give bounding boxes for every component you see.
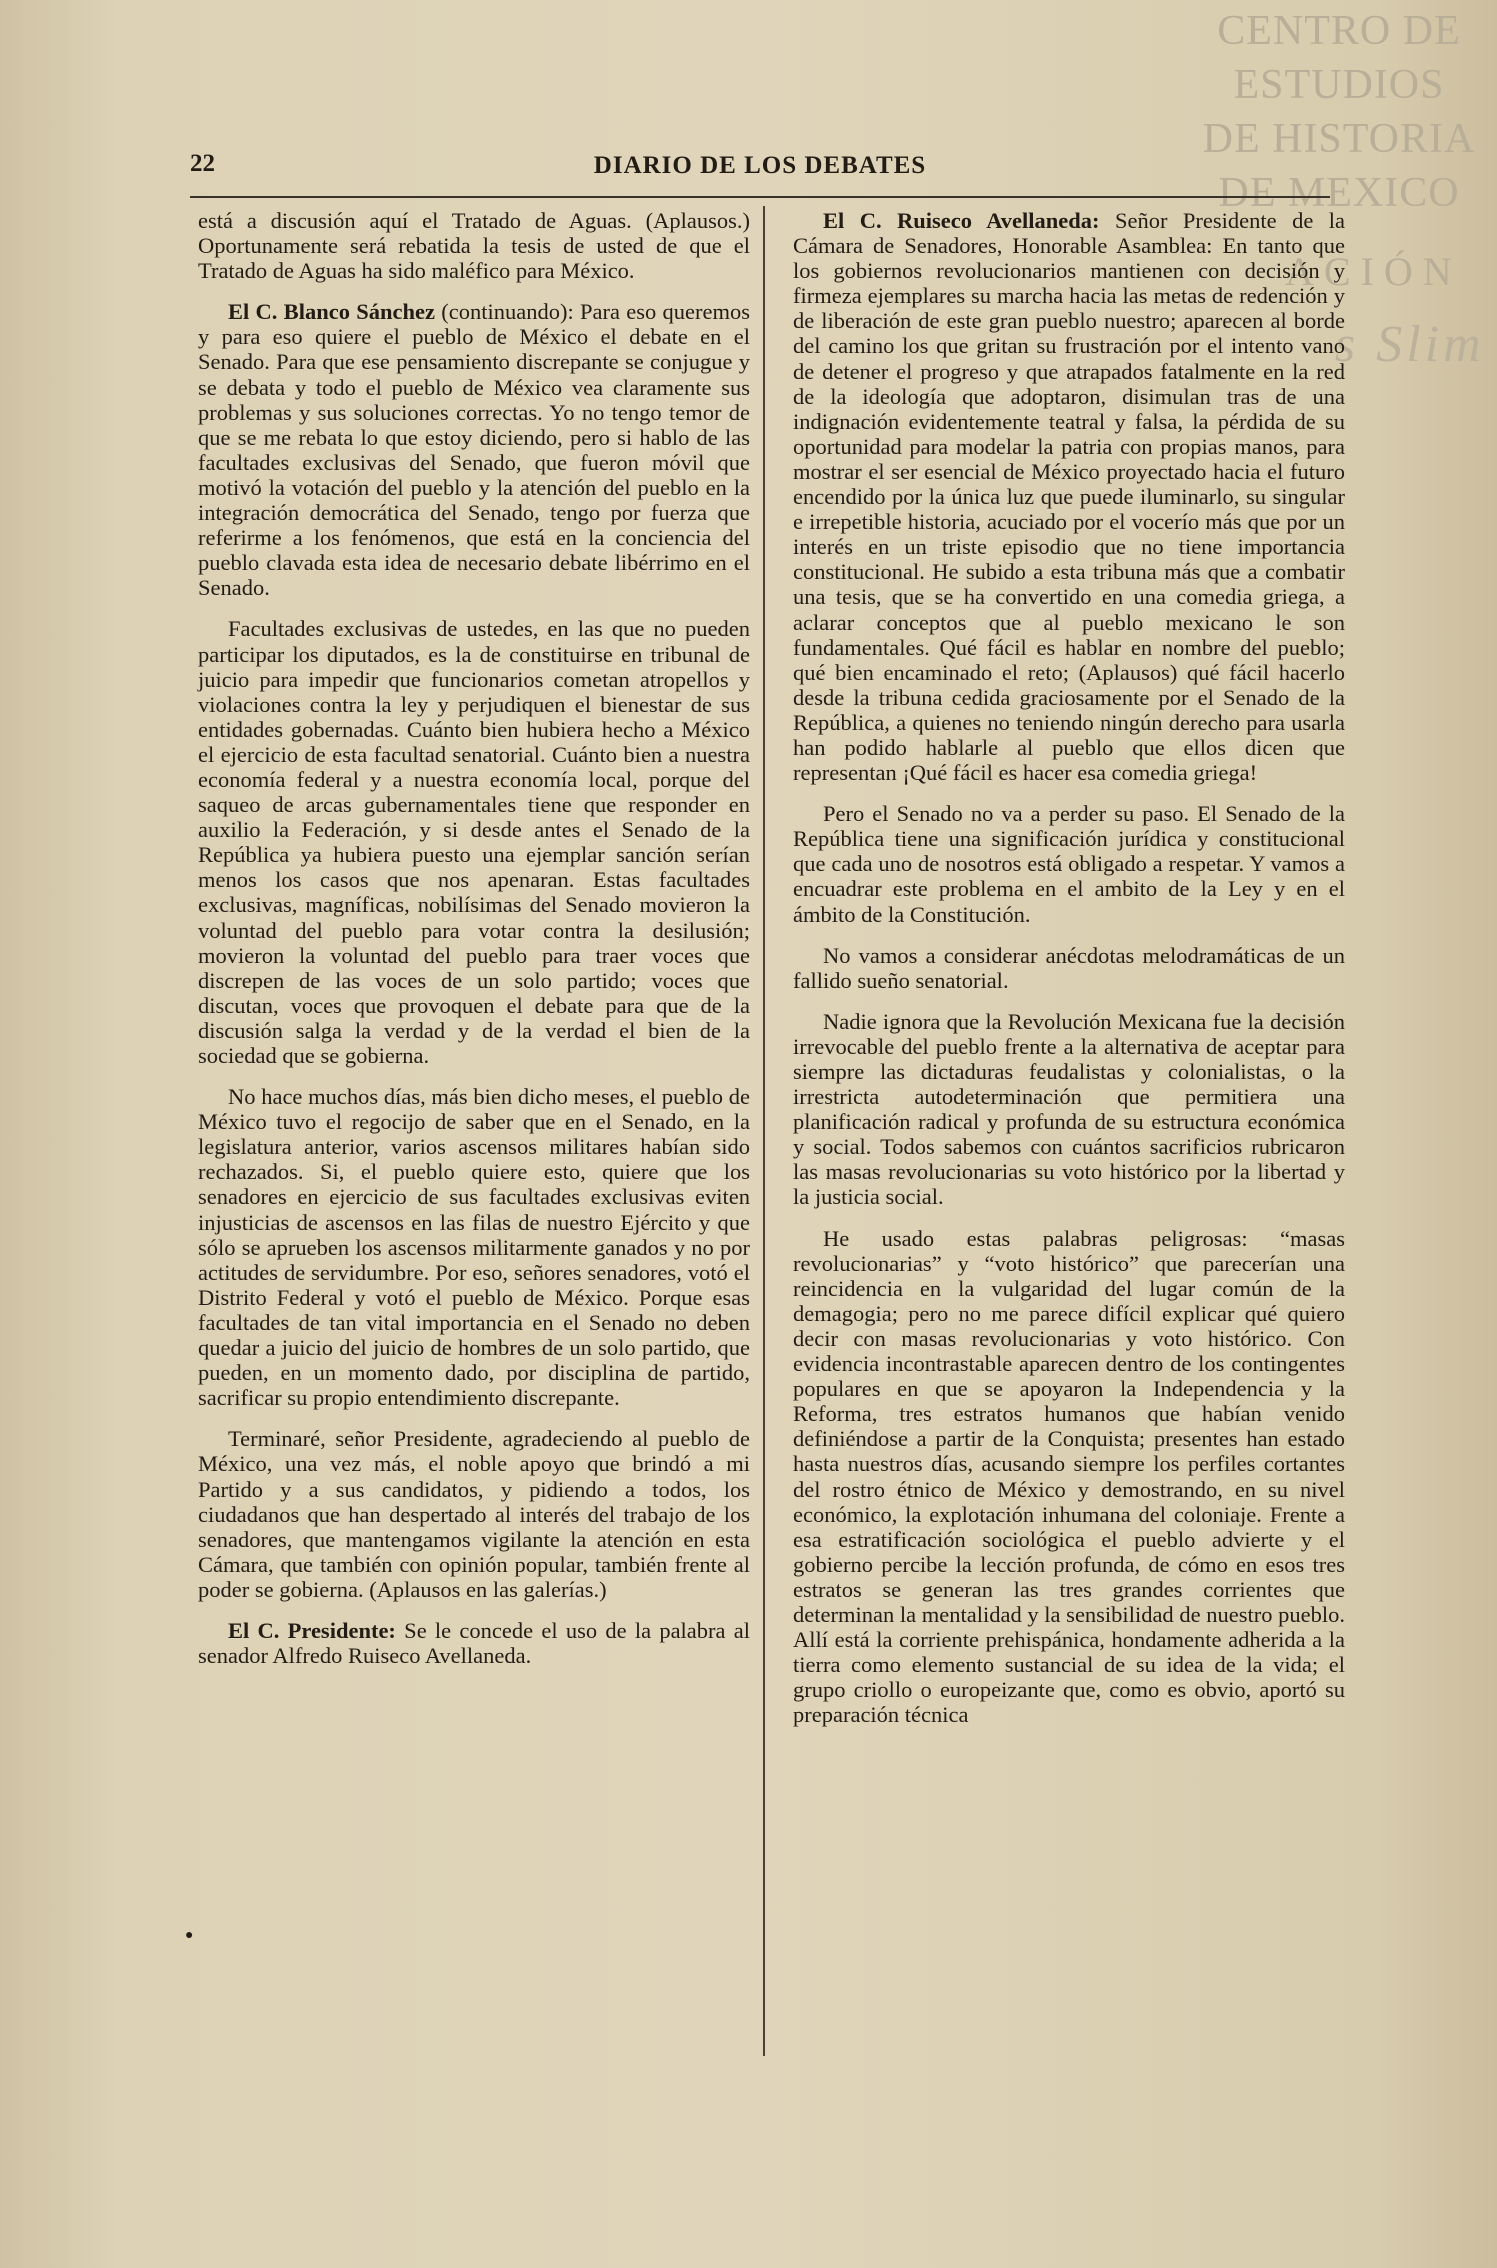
left-column — [198, 208, 750, 1684]
paragraph-text: He usado estas palabras peligrosas: “masas revolucionarias” y “voto histórico” que parecerían una reincidencia en la vulgaridad del lugar común de la demagogia; pero no me parece difícil explicar qué quiero decir con masas revolucionarias y voto histórico. Con evidencia incontrastable aparecen dentro de los contingentes populares en que se apoyaron la Independencia y la Reforma, tres estratos humanos que habían venido definiéndose a partir de la Conquista; presentes han estado hasta nuestros días, acusando siempre los perfiles cortantes del rostro étnico de México y demostrando, en su nivel económico, la explotación inhumana del coloniaje. Frente a esa estratificación sociológica el pueblo advierte y el gobierno percibe la lección profunda, de cómo en esos tres estratos se generan las tres grandes corrientes que determinan la mentalidad y la sensibilidad de nuestro pueblo. Allí está la corriente prehispánica, hondamente adherida a la tierra como elemento sustancial de su idea de la vida; el grupo criollo o europeizante que, como es obvio, aportó su preparación técnica — [793, 1225, 1345, 1728]
watermark-line: DE MEXICO — [1218, 170, 1460, 216]
paragraph — [198, 299, 750, 600]
paragraph — [198, 208, 750, 283]
paragraph-text: Se le concede el uso de la palabra al senador Alfredo Ruiseco Avellaneda. — [198, 1617, 751, 1669]
paragraph-text: No hace muchos días, más bien dicho meses, el pueblo de México tuvo el regocijo de saber que en el Senado, en la legislatura anterior, varios ascensos militares habían sido rechazados. Si, el pueblo quiere esto, quiere que los senadores en ejercicio de sus facultades exclusivas eviten injusticias de ascensos en las filas de nuestro Ejército y que sólo se aprueben los ascensos militarmente ganados y no por actitudes de servidumbre. Por eso, señores senadores, votó el Distrito Federal y votó el pueblo de México. Porque esas facultades de tan vital importancia en el Senado no deben quedar a juicio del juicio de hombres de un solo partido, que pueden, en un momento dado, por disciplina de partido, sacrificar su propio entendimiento discrepante. — [198, 1084, 750, 1411]
paragraph — [793, 208, 1345, 785]
paragraph-text: (continuando): Para eso queremos y para eso quiere el pueblo de México el debate en el Senado. Para que ese pensamiento discrepante se conjugue y se debata y todo el pueblo de México vea claramente sus problemas y sus soluciones correctas. Yo no tengo temor de que se me rebata lo que estoy diciendo, pero si hablo de las facultades exclusivas del Senado, que fueron móvil que motivó la votación del pueblo y la atención del pueblo en la integración democrática del Senado, tengo por fuerza que referirme a los fenómenos, que está en la conciencia del pueblo clavada esta idea de necesario debate libérrimo en el Senado. — [198, 299, 750, 601]
watermark-line: ESTUDIOS — [1233, 62, 1445, 108]
column-divider — [763, 206, 765, 2056]
paragraph-text: está a discusión aquí el Tratado de Aguas. (Aplausos.) Oportunamente será rebatida la tesis de usted de que el Tratado de Aguas ha sido maléfico para México. — [198, 208, 750, 284]
paragraph-text: Señor Presidente de la Cámara de Senadores, Honorable Asamblea: En tanto que los gobiernos revolucionarios mantienen con decisión y firmeza ejemplares su marcha hacia las metas de redención y de liberación de este gran pueblo nuestro; aparecen al borde del camino los que gritan su frustración por el intento vano de detener el progreso y que atrapados fatalmente en la red de la ideología que adoptaron, disimulan tras de una indignación evidentemente teatral y falsa, la pérdida de su oportunidad para modelar la patria con propias manos, para mostrar el ser esencial de México proyectado hacia el futuro encendido por la única luz que puede iluminarlo, su singular e irrepetible historia, acuciado por el vocerío más que por un interés en un triste episodio que no tiene importancia constitucional. He subido a esta tribuna más que a combatir una tesis, que se ha convertido en una comedia griega, a aclarar conceptos que al pueblo mexicano le son fundamentales. Qué fácil es hablar en nombre del pueblo; qué bien encaminado el reto; (Aplausos) qué fácil hacerlo desde la tribuna cedida graciosamente por el Senado de la República, a quienes no teniendo ningún derecho para usarla han podido hablarle al pueblo que ellos dicen que representan ¡Qué fácil es hacer esa comedia griega! — [793, 208, 1345, 786]
paragraph-text: No vamos a considerar anécdotas melodramáticas de un fallido sueño senatorial. — [793, 942, 1345, 993]
paragraph — [198, 616, 750, 1068]
speaker-name: El C. Presidente: — [228, 1617, 396, 1643]
journal-title: DIARIO DE LOS DEBATES — [593, 152, 927, 179]
paragraph-text: Nadie ignora que la Revolución Mexicana fue la decisión irrevocable del pueblo frente a la alternativa de aceptar para siempre las dictaduras feudalistas y colonialistas, o la irrestricta autodeterminación que permitiera una planificación radical y profunda de su estructura económica y social. Todos sabemos con cuántos sacrificios rubricaron las masas revolucionarias su voto histórico por la libertad y la justicia social. — [793, 1008, 1345, 1210]
page-header — [190, 150, 1330, 198]
paragraph-text: Facultades exclusivas de ustedes, en las que no pueden participar los diputados, es la de constituirse en tribunal de juicio para impedir que funcionarios cometan atropellos y violaciones contra la ley y perjudiquen el bienestar de sus entidades gobernadas. Cuánto bien hubiera hecho a México el ejercicio de esta facultad senatorial. Cuánto bien a nuestra economía federal y a nuestra economía local, porque del saqueo de arcas gubernamentales tiene que responder en auxilio la Federación, y si desde antes el Senado de la República ya hubiera puesto una ejemplar sanción serían menos los casos que nos apenaran. Estas facultades exclusivas, magníficas, nobilísimas del Senado movieron la voluntad del pueblo para votar contra la desilusión; movieron la voluntad del pueblo para traer voces que discrepen de las voces de un solo partido; voces que discutan, voces que provoquen el debate para que de la discusión salga la verdad y de la verdad el bien de la sociedad que se gobierna. — [198, 616, 750, 1068]
paragraph-text: Terminaré, señor Presidente, agradeciendo al pueblo de México, una vez más, el noble apoyo que brindó a mi Partido y a sus candidatos, y pidiendo a todos, los ciudadanos que han despertado al interés del trabajo de los senadores, que mantengamos vigilante la atención en esta Cámara, que también con opinión popular, también frente al poder se gobierna. (Aplausos en las galerías.) — [198, 1426, 750, 1602]
bullet-mark: ● — [185, 1928, 194, 1943]
paragraph-text: Pero el Senado no va a perder su paso. El Senado de la República tiene una significación jurídica y constitucional que cada uno de nosotros está obligado a respetar. Y vamos a encuadrar este problema en el ambito de la Ley y en el ámbito de la Constitución. — [793, 801, 1345, 927]
right-column — [793, 208, 1345, 1743]
speaker-name: El C. Ruiseco Avellaneda: — [823, 208, 1100, 233]
speaker-name: El C. Blanco Sánchez — [228, 299, 435, 325]
paragraph — [793, 801, 1345, 926]
watermark-line: CENTRO DE — [1217, 8, 1461, 54]
paragraph — [198, 1618, 750, 1668]
paragraph — [793, 943, 1345, 993]
watermark-signature: s Slim — [1335, 316, 1485, 373]
paragraph — [793, 1226, 1345, 1728]
paragraph — [793, 1009, 1345, 1210]
paragraph — [198, 1426, 750, 1602]
paragraph — [198, 1084, 750, 1410]
watermark-side-text: ACIÓN — [1285, 249, 1462, 294]
watermark-line: DE HISTORIA — [1202, 116, 1476, 162]
page-number: 22 — [190, 150, 215, 177]
